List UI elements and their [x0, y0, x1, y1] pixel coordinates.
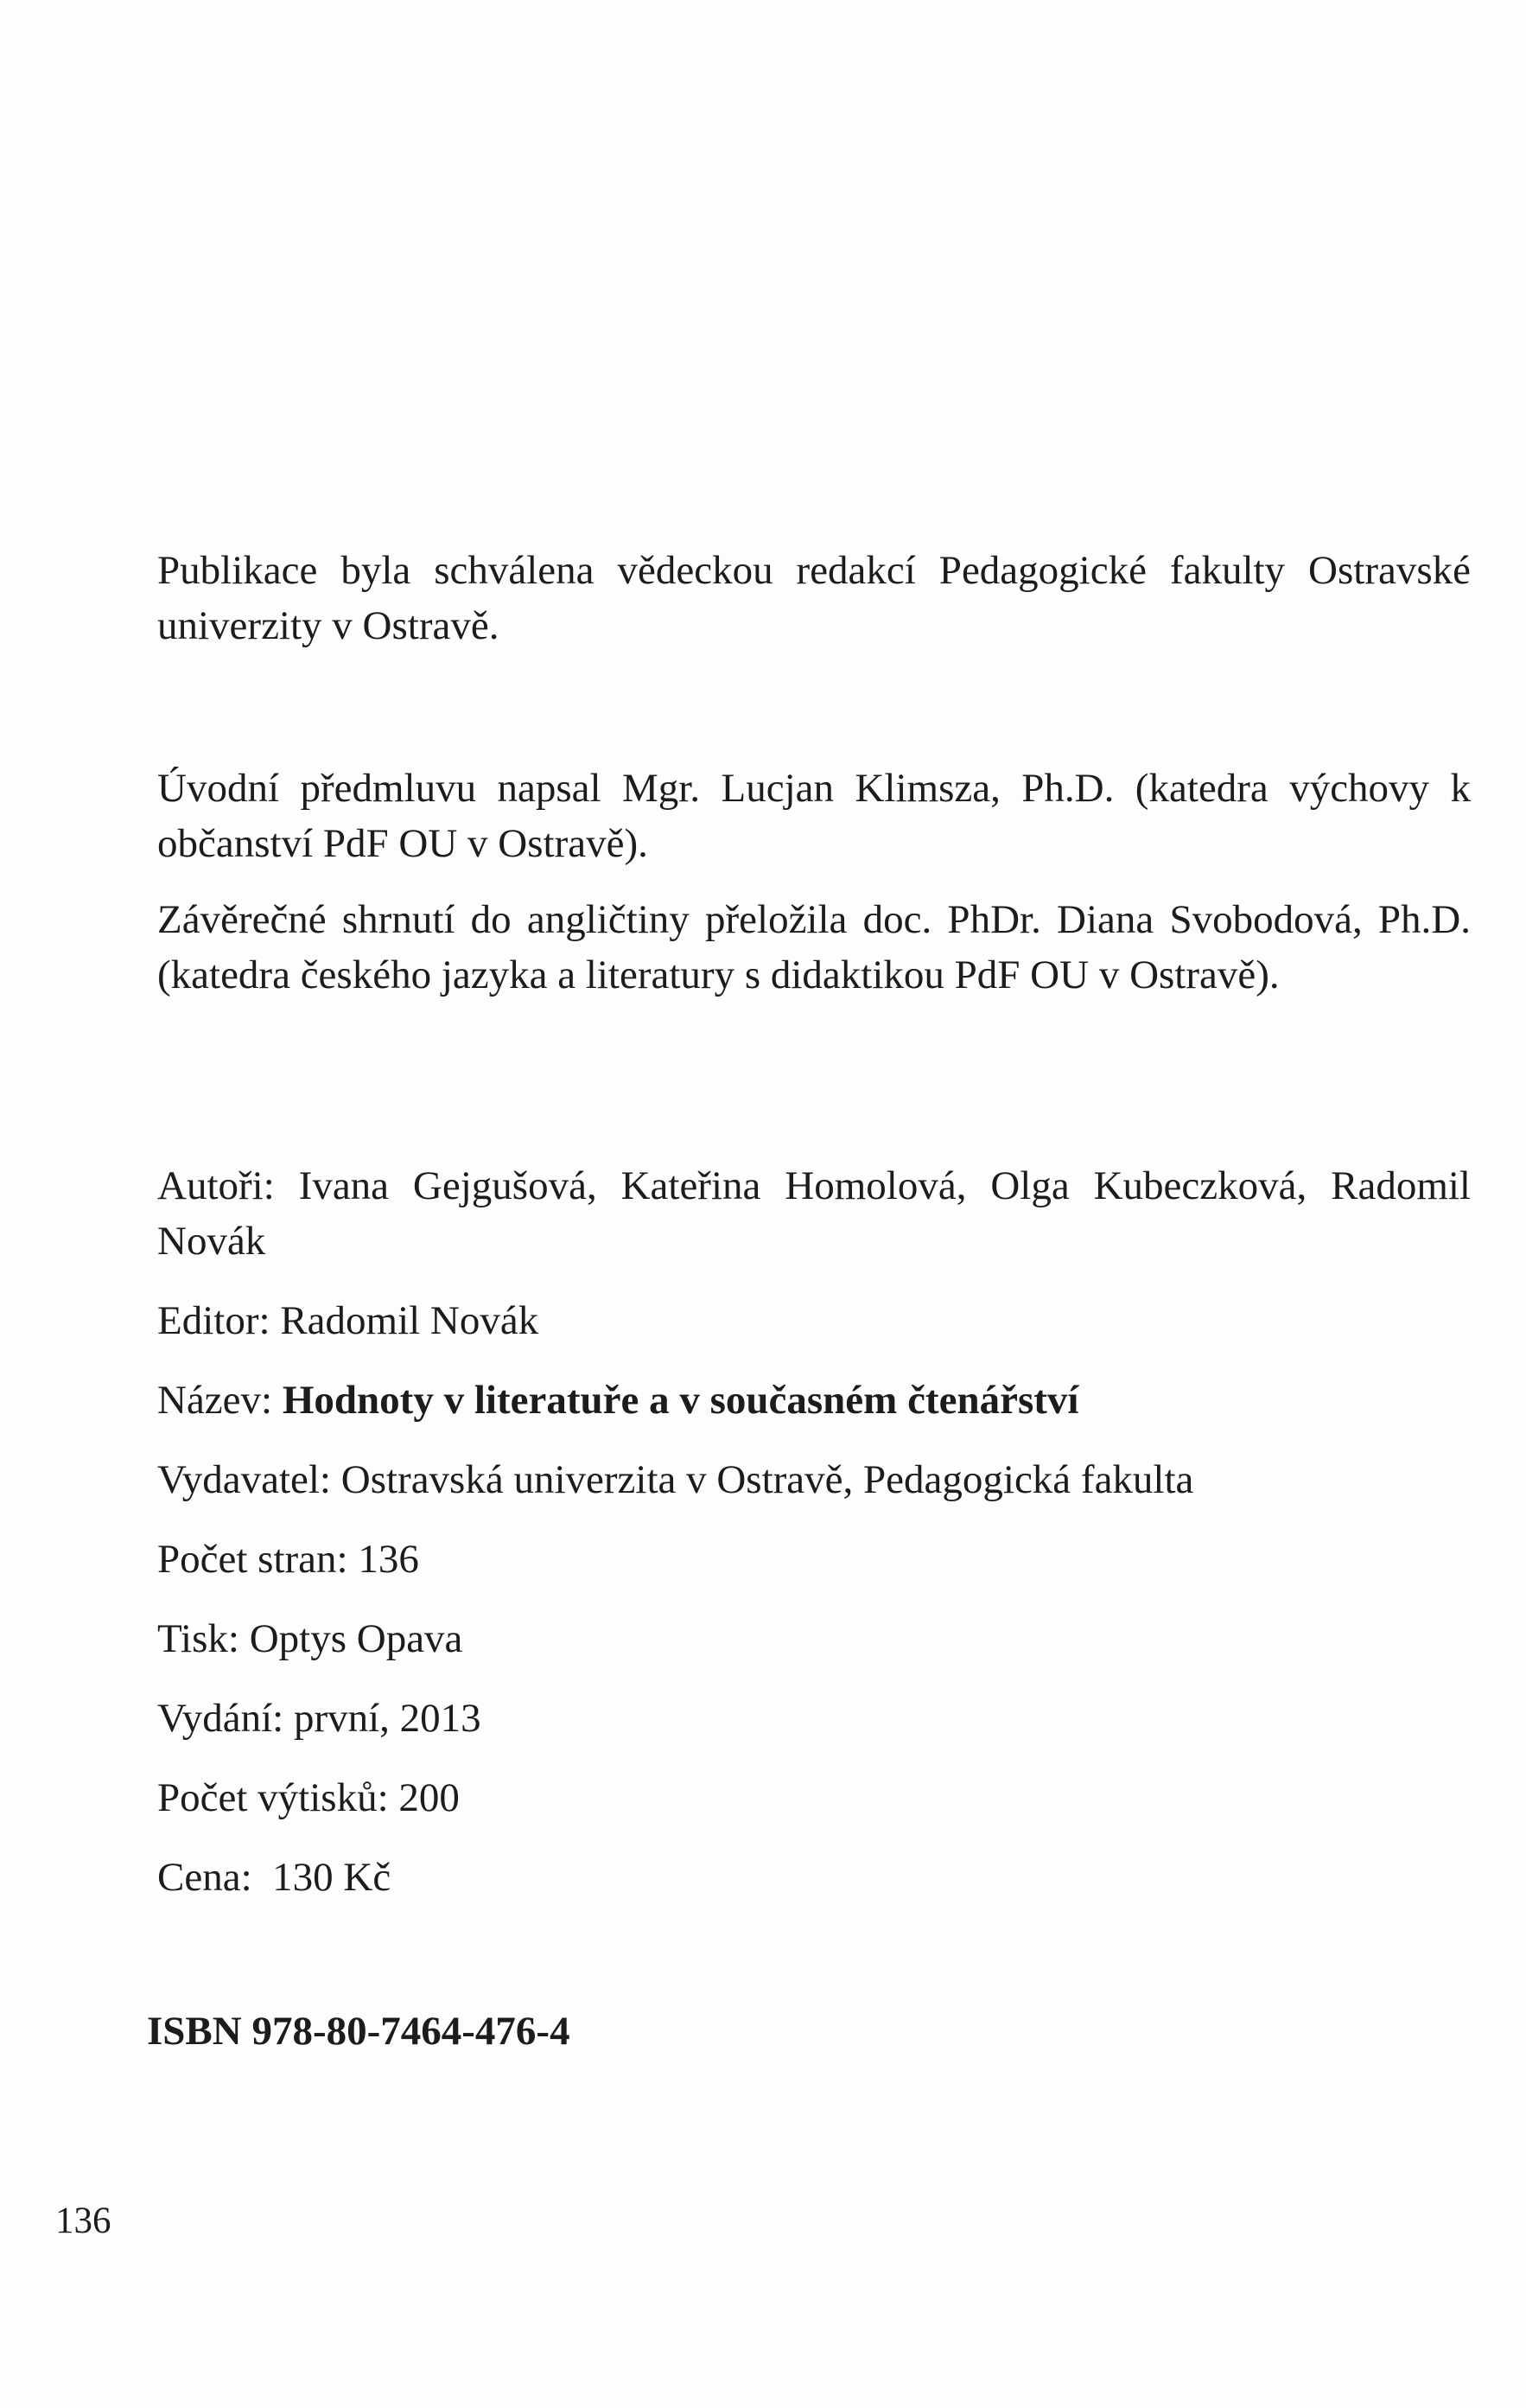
colophon-edition [157, 1691, 1471, 1746]
pages-value: 136 [358, 1537, 419, 1582]
title-value: Hodnoty v literatuře a v současném čtenářství [282, 1378, 1079, 1423]
colophon-pages [157, 1532, 1471, 1587]
colophon-price [157, 1850, 1471, 1905]
colophon-print [157, 1611, 1471, 1666]
authors-value: Ivana Gejgušová, Kateřina Homolová, Olga Kubeczková, Radomil Novák [157, 1163, 1471, 1264]
page-number: 136 [55, 2201, 111, 2241]
editor-value: Radomil Novák [280, 1298, 539, 1343]
colophon-publisher [157, 1452, 1471, 1507]
print-label: Tisk: [157, 1616, 239, 1661]
editor-label: Editor: [157, 1298, 270, 1343]
edition-value: první, 2013 [293, 1696, 481, 1741]
colophon-copies [157, 1770, 1471, 1825]
approval-note [157, 543, 1471, 653]
colophon [157, 1158, 1471, 1929]
copies-value: 200 [398, 1775, 460, 1820]
colophon-authors [157, 1158, 1471, 1269]
edition-label: Vydání: [157, 1696, 284, 1741]
preface-intro-text: Úvodní předmluvu napsal Mgr. Lucjan Klimsza, Ph.D. (katedra výchovy k občanství PdF OU v Ostravě). [157, 766, 1471, 866]
price-label: Cena: [157, 1855, 252, 1900]
pages-label: Počet stran: [157, 1537, 348, 1582]
print-value: Optys Opava [249, 1616, 463, 1661]
preface-credits [157, 761, 1471, 1003]
preface-summary-text: Závěrečné shrnutí do angličtiny přeložila doc. PhDr. Diana Svobodová, Ph.D. (katedra českého jazyka a literatury s didaktikou PdF OU v Ostravě). [157, 897, 1471, 997]
colophon-editor [157, 1293, 1471, 1348]
colophon-title [157, 1373, 1471, 1428]
authors-label: Autoři: [157, 1163, 275, 1208]
approval-text: Publikace byla schválena vědeckou redakcí Pedagogické fakulty Ostravské univerzity v Ostravě. [157, 548, 1471, 648]
title-label: Název: [157, 1378, 273, 1423]
isbn: ISBN 978-80-7464-476-4 [147, 2009, 570, 2054]
publisher-value: Ostravská univerzita v Ostravě, Pedagogická fakulta [340, 1457, 1194, 1502]
copies-label: Počet výtisků: [157, 1775, 389, 1820]
price-value: 130 Kč [272, 1855, 391, 1900]
publisher-label: Vydavatel: [157, 1457, 331, 1502]
